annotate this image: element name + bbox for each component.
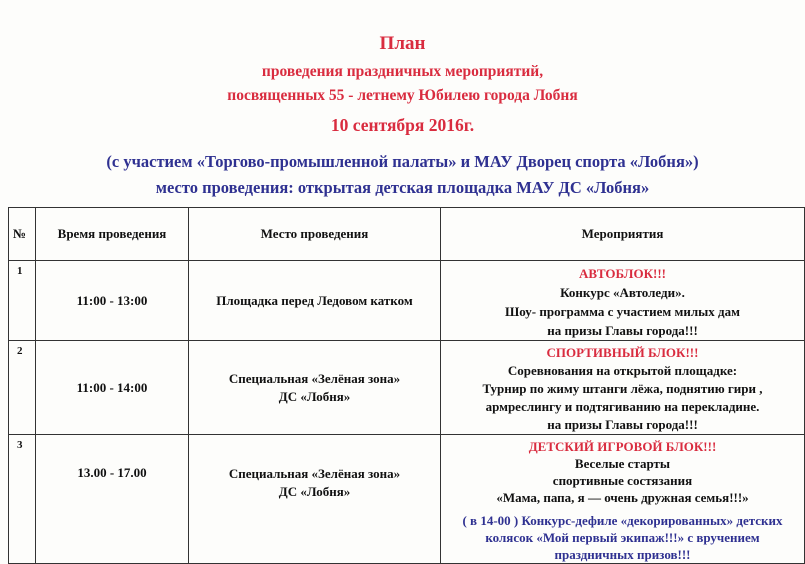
table-row bbox=[9, 261, 805, 341]
block-title: ДЕТСКИЙ ИГРОВОЙ БЛОК!!! bbox=[528, 439, 717, 454]
page-title: План bbox=[379, 33, 426, 54]
row-place bbox=[189, 435, 441, 564]
event-line: армреслингу и подтягиванию на перекладине. bbox=[485, 399, 760, 414]
place-line: Специальная «Зелёная зона» bbox=[228, 466, 401, 481]
place-line: Площадка перед Ледовом катком bbox=[216, 292, 413, 308]
col-time-header: Время проведения bbox=[36, 208, 189, 261]
row-events bbox=[441, 435, 805, 564]
place-line: ДС «Лобня» bbox=[278, 484, 351, 499]
row-time: 11:00 - 14:00 bbox=[36, 341, 189, 435]
extra-line: праздничных призов!!! bbox=[554, 547, 691, 562]
event-line: Шоу- программа с участием милых дам bbox=[505, 304, 740, 319]
event-line: на призы Главы города!!! bbox=[547, 323, 698, 338]
event-line: Веселые старты bbox=[574, 456, 671, 471]
row-number: 2 bbox=[9, 341, 36, 435]
extra-line: ( в 14-00 ) Конкурс-дефиле «декорированных» детских bbox=[462, 513, 783, 528]
row-place bbox=[189, 341, 441, 435]
row-number: 1 bbox=[9, 261, 36, 341]
event-line: на призы Главы города!!! bbox=[547, 417, 698, 432]
title-line-3: посвященных 55 - летнему Юбилею города Лобня bbox=[227, 87, 578, 104]
venue-line: место проведения: открытая детская площадка МАУ ДС «Лобня» bbox=[155, 178, 650, 197]
participation-line: (с участием «Торгово-промышленной палаты» и МАУ Дворец спорта «Лобня») bbox=[106, 152, 699, 171]
place-line: Специальная «Зелёная зона» bbox=[228, 370, 401, 386]
event-line: Турнир по жиму штанги лёжа, поднятию гири , bbox=[482, 381, 763, 396]
col-events-header: Мероприятия bbox=[441, 208, 805, 261]
col-place-header: Место проведения bbox=[189, 208, 441, 261]
col-num-header: № bbox=[9, 208, 36, 261]
block-title: АВТОБЛОК!!! bbox=[579, 266, 666, 281]
table-row bbox=[9, 341, 805, 435]
row-time: 11:00 - 13:00 bbox=[36, 261, 189, 341]
place-line: ДС «Лобня» bbox=[278, 388, 351, 404]
event-line: спортивные состязания bbox=[552, 473, 693, 488]
event-line: Соревнования на открытой площадке: bbox=[507, 363, 738, 378]
extra-line: колясок «Мой первый экипаж!!!» с вручением bbox=[485, 530, 760, 545]
event-line: Конкурс «Автоледи». bbox=[560, 285, 685, 300]
row-events bbox=[441, 261, 805, 341]
row-events bbox=[441, 341, 805, 435]
title-line-2: проведения праздничных мероприятий, bbox=[261, 63, 544, 80]
event-line: «Мама, папа, я — очень дружная семья!!!» bbox=[496, 490, 749, 505]
event-date: 10 сентября 2016г. bbox=[330, 115, 475, 135]
table-header-row bbox=[9, 208, 805, 261]
row-place bbox=[189, 261, 441, 341]
plan-table bbox=[8, 207, 805, 564]
table-row bbox=[9, 435, 805, 564]
block-title: СПОРТИВНЫЙ БЛОК!!! bbox=[546, 345, 699, 360]
row-number: 3 bbox=[9, 435, 36, 564]
row-time: 13.00 - 17.00 bbox=[36, 435, 189, 564]
extra-event bbox=[441, 512, 804, 563]
